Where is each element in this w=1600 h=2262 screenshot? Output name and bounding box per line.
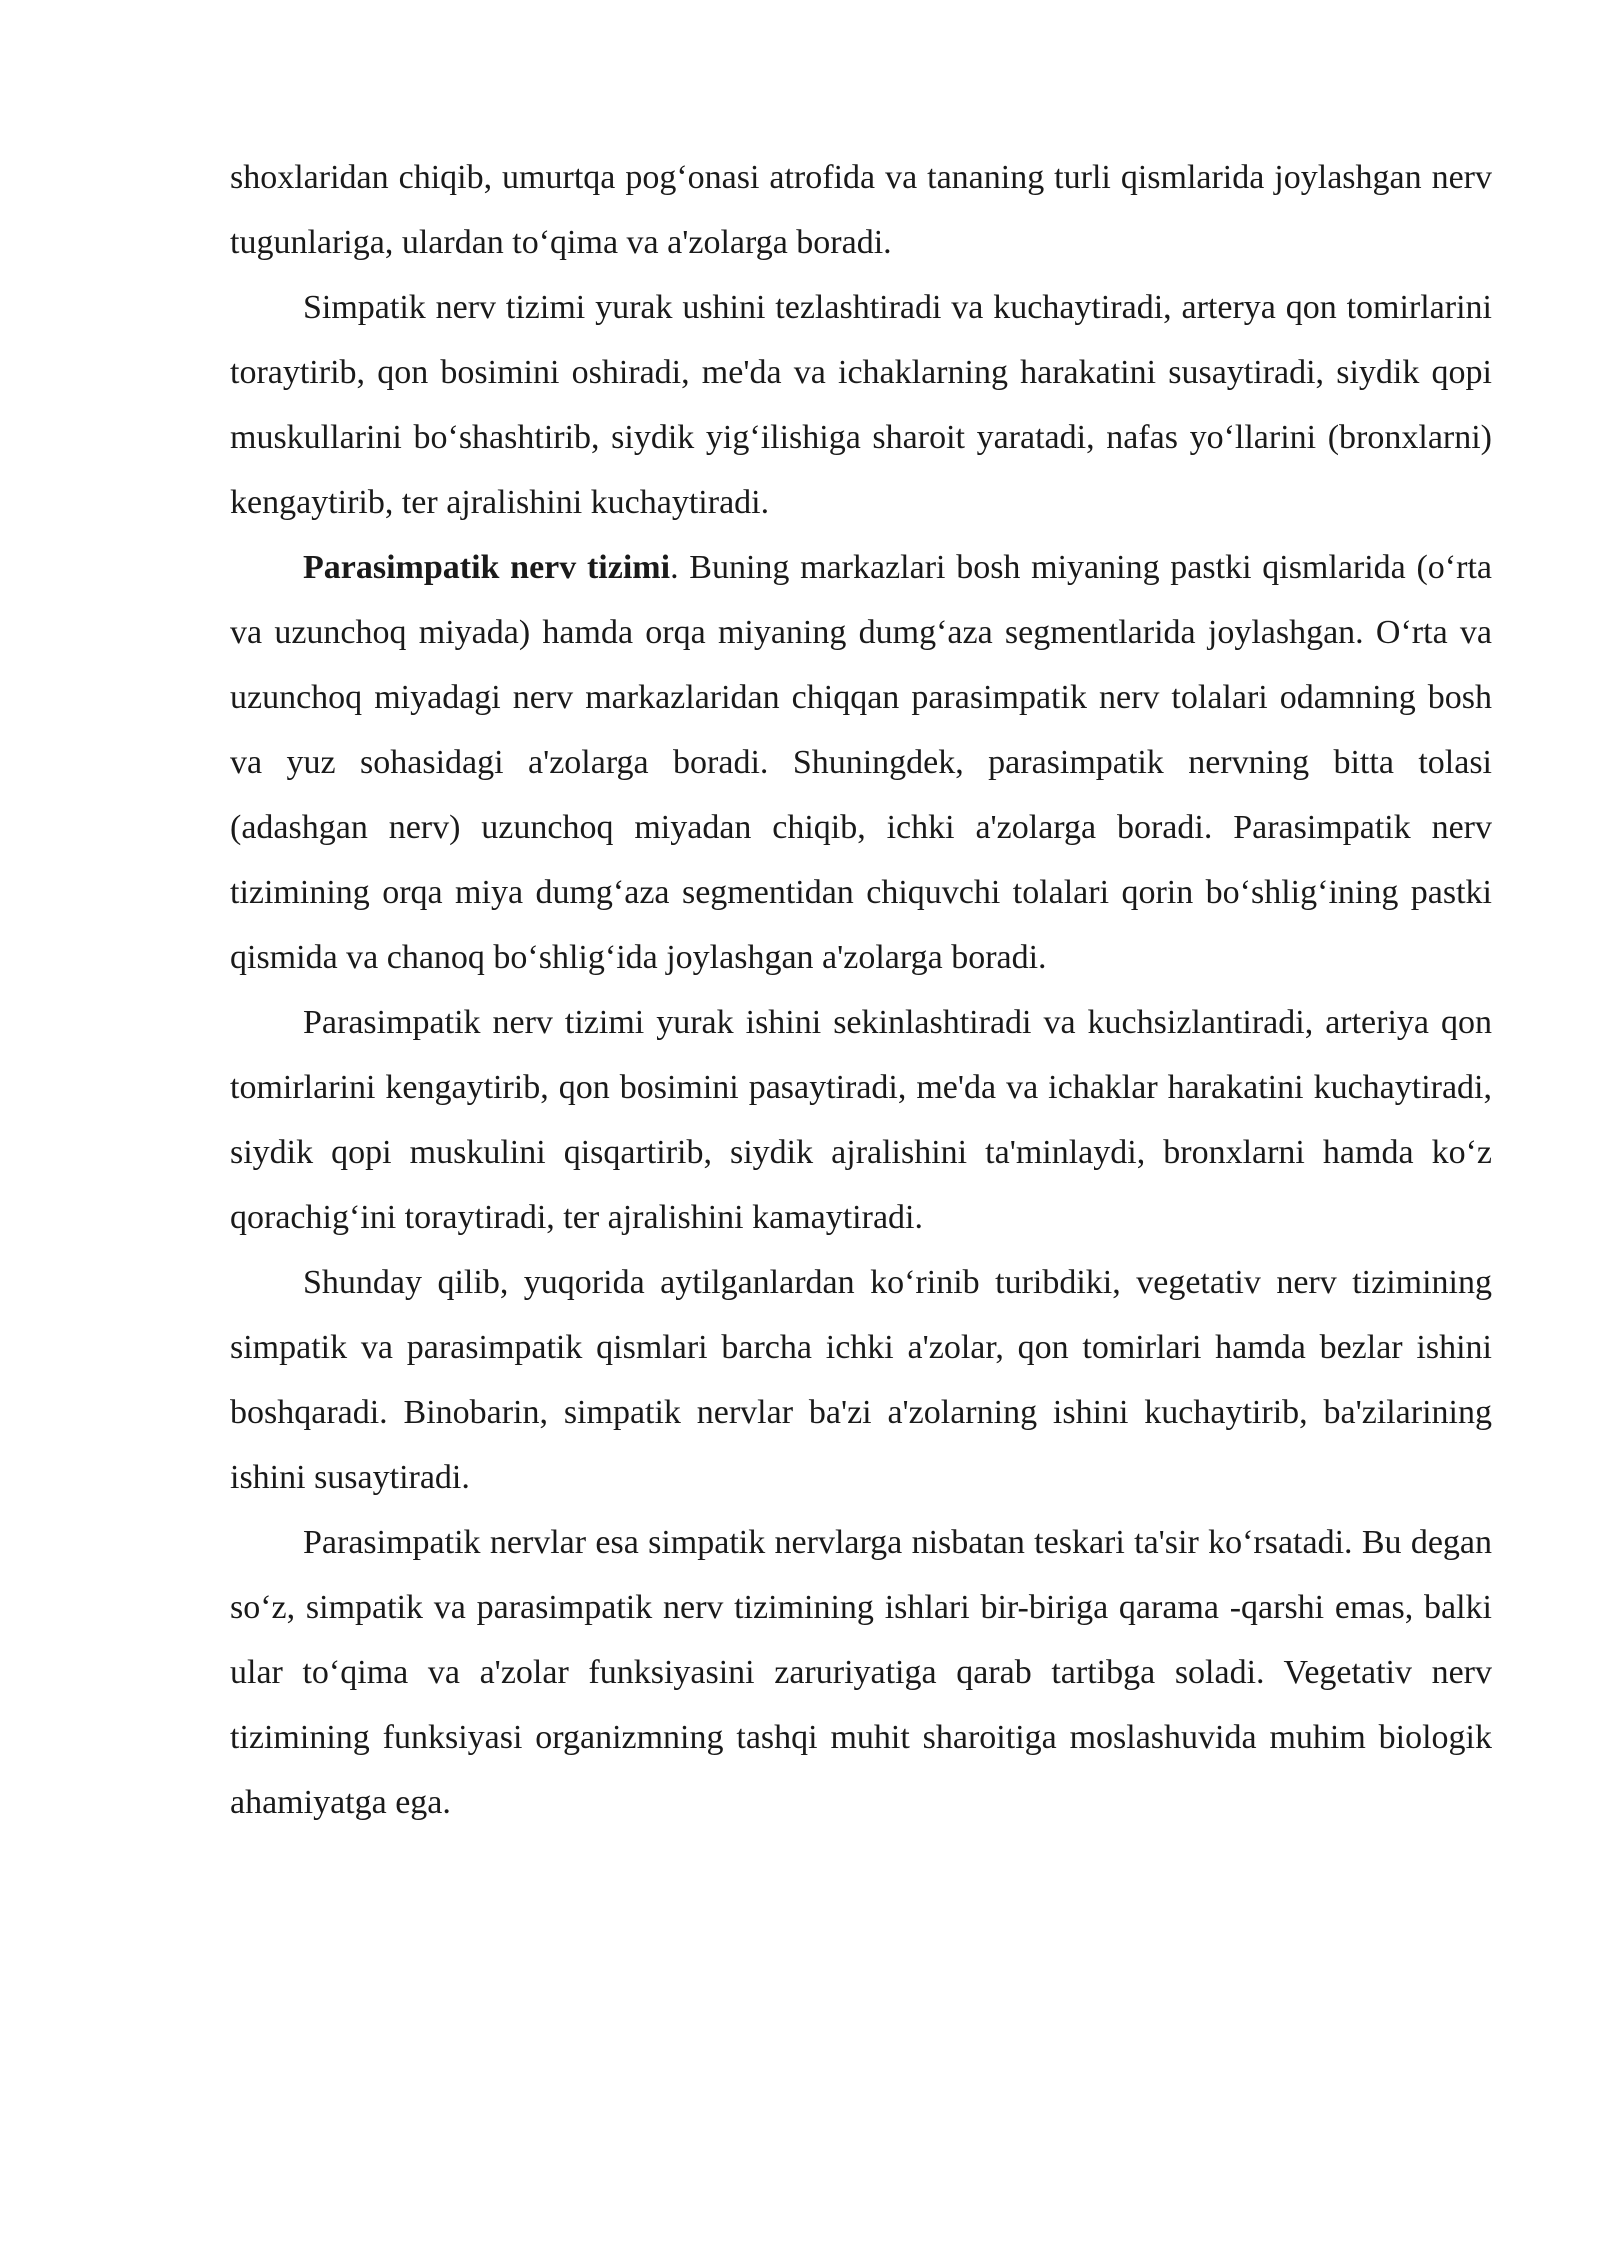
- paragraph-parasympathetic-system: [230, 535, 1492, 990]
- term-heading: Parasimpatik nerv tizimi: [303, 549, 671, 586]
- paragraph-text: . Buning markazlari bosh miyaning pastki qismlarida (o‘rta va uzunchoq miyada) hamda orqa miyaning dumg‘aza segmentlarida joylashgan. O‘rta va uzunchoq miyadagi nerv markazlaridan chiqqan parasimpatik nerv tolalari odamning bosh va yuz sohasidagi a'zolarga boradi. Shuningdek, parasimpatik nervning bitta tolasi (adashgan nerv) uzunchoq miyadan chiqib, ichki a'zolarga boradi. Parasimpatik nerv tizimining orqa miya dumg‘aza segmentidan chiquvchi tolalari qorin bo‘shlig‘ining pastki qismida va chanoq bo‘shlig‘ida joylashgan a'zolarga boradi.: [230, 549, 1492, 976]
- paragraph-conclusion: Parasimpatik nervlar esa simpatik nervlarga nisbatan teskari ta'sir ko‘rsatadi. Bu degan so‘z, simpatik va parasimpatik nerv tizimining ishlari bir-biriga qarama -qarshi emas, balki ular to‘qima va a'zolar funksiyasini zaruriyatiga qarab tartibga soladi. Vegetativ nerv tizimining funksiyasi organizmning tashqi muhit sharoitiga moslashuvida muhim biologik ahamiyatga ega.: [230, 1524, 1492, 1821]
- paragraph-continuation: shoxlaridan chiqib, umurtqa pog‘onasi atrofida va tananing turli qismlarida joylashgan nerv tugunlariga, ulardan to‘qima va a'zolarga boradi.: [230, 159, 1492, 261]
- body-text: [230, 145, 1492, 1835]
- paragraph-parasympathetic-effects: Parasimpatik nerv tizimi yurak ishini sekinlashtiradi va kuchsizlantiradi, arteriya qon tomirlarini kengaytirib, qon bosimini pasaytiradi, me'da va ichaklar harakatini kuchaytiradi, siydik qopi muskulini qisqartirib, siydik ajralishini ta'minlaydi, bronxlarni hamda ko‘z qorachig‘ini toraytiradi, ter ajralishini kamaytiradi.: [230, 1004, 1492, 1236]
- paragraph-summary: Shunday qilib, yuqorida aytilganlardan ko‘rinib turibdiki, vegetativ nerv tizimining simpatik va parasimpatik qismlari barcha ichki a'zolar, qon tomirlari hamda bezlar ishini boshqaradi. Binobarin, simpatik nervlar ba'zi a'zolarning ishini kuchaytirib, ba'zilarining ishini susaytiradi.: [230, 1264, 1492, 1496]
- paragraph-sympathetic-effects: Simpatik nerv tizimi yurak ushini tezlashtiradi va kuchaytiradi, arterya qon tomirlarini toraytirib, qon bosimini oshiradi, me'da va ichaklarning harakatini susaytiradi, siydik qopi muskullarini bo‘shashtirib, siydik yig‘ilishiga sharoit yaratadi, nafas yo‘llarini (bronxlarni) kengaytirib, ter ajralishini kuchaytiradi.: [230, 289, 1492, 521]
